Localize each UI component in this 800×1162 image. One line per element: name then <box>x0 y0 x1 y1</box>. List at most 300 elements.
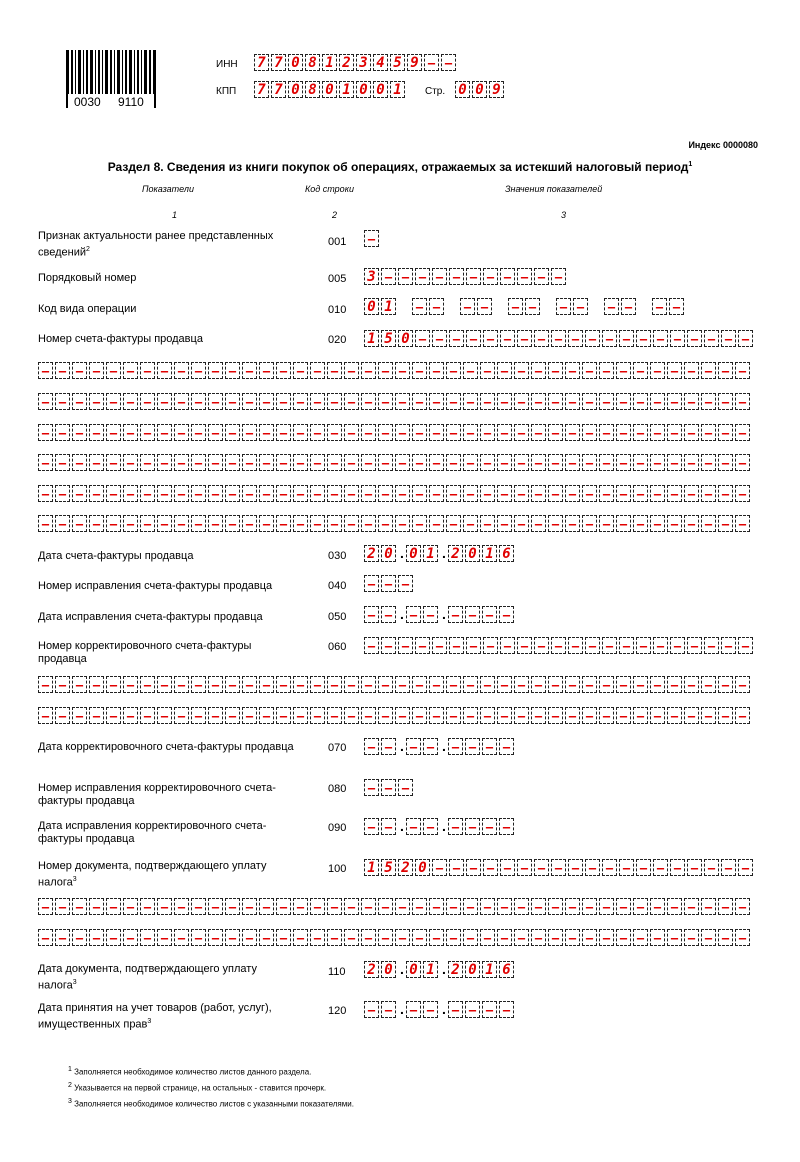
char-cell: – <box>599 515 614 532</box>
char-cell: – <box>525 298 540 315</box>
row-060-continuation-1[interactable] <box>38 676 752 693</box>
char-cell: – <box>616 515 631 532</box>
char-cell: – <box>72 676 87 693</box>
char-cell: – <box>412 929 427 946</box>
char-cell: – <box>174 929 189 946</box>
row-110-label: Дата документа, подтверждающего уплату налога$^3$ <box>38 963 257 992</box>
char-cell: – <box>381 779 396 796</box>
char-cell: – <box>208 676 223 693</box>
char-cell: – <box>327 454 342 471</box>
char-cell: – <box>565 707 580 724</box>
row-100-field[interactable] <box>364 859 755 876</box>
char-cell: – <box>497 454 512 471</box>
char-cell: – <box>381 1001 396 1018</box>
char-cell: – <box>463 485 478 502</box>
row-020-continuation-2[interactable] <box>38 393 752 410</box>
char-cell: – <box>738 859 753 876</box>
row-100-continuation-1[interactable] <box>38 898 752 915</box>
char-cell: – <box>55 929 70 946</box>
footnote-3: $^3$ Заполняется необходимое количество листов с указанными показателями. <box>68 1098 354 1109</box>
char-cell: – <box>225 676 240 693</box>
char-cell: – <box>514 515 529 532</box>
char-cell: – <box>650 485 665 502</box>
char-cell: – <box>718 454 733 471</box>
char-cell: – <box>687 637 702 654</box>
char-cell: – <box>446 707 461 724</box>
char-cell: – <box>174 454 189 471</box>
operation-code-group-1[interactable] <box>364 298 398 315</box>
char-cell: – <box>106 393 121 410</box>
char-cell: – <box>395 707 410 724</box>
char-cell: – <box>636 859 651 876</box>
char-cell: – <box>72 424 87 441</box>
date-month[interactable] <box>406 961 440 978</box>
char-cell: – <box>123 515 138 532</box>
char-cell: – <box>140 515 155 532</box>
char-cell: 7 <box>254 54 269 71</box>
char-cell: – <box>616 424 631 441</box>
char-cell: – <box>361 898 376 915</box>
char-cell: – <box>412 362 427 379</box>
row-090-label: Дата исправления корректировочного счета-фактуры продавца <box>38 820 267 845</box>
char-cell: – <box>106 929 121 946</box>
char-cell: 0 <box>398 330 413 347</box>
date-month[interactable] <box>406 738 440 755</box>
char-cell: – <box>449 637 464 654</box>
char-cell: – <box>531 515 546 532</box>
date-year[interactable] <box>448 545 516 562</box>
char-cell: – <box>429 298 444 315</box>
char-cell: – <box>344 676 359 693</box>
row-060-label: Номер корректировочного счета-фактуры продавца <box>38 640 252 665</box>
char-cell: – <box>517 859 532 876</box>
char-cell: – <box>259 898 274 915</box>
char-cell: – <box>259 485 274 502</box>
char-cell: 1 <box>364 859 379 876</box>
char-cell: – <box>650 424 665 441</box>
char-cell: 6 <box>499 961 514 978</box>
date-day[interactable] <box>364 818 398 835</box>
row-080-field[interactable] <box>364 779 415 796</box>
char-cell: 0 <box>373 81 388 98</box>
char-cell: – <box>55 707 70 724</box>
char-cell: – <box>670 637 685 654</box>
char-cell: – <box>653 330 668 347</box>
char-cell: – <box>208 424 223 441</box>
char-cell: – <box>735 676 750 693</box>
date-month[interactable] <box>406 818 440 835</box>
char-cell: – <box>621 298 636 315</box>
row-020-continuation-5[interactable] <box>38 485 752 502</box>
char-cell: – <box>242 707 257 724</box>
char-cell: – <box>55 898 70 915</box>
char-cell: – <box>395 898 410 915</box>
barcode-number-right: 9110 <box>118 95 144 109</box>
char-cell: – <box>412 424 427 441</box>
char-cell: 0 <box>406 961 421 978</box>
char-cell: – <box>412 515 427 532</box>
row-020-continuation-1[interactable] <box>38 362 752 379</box>
char-cell: – <box>157 707 172 724</box>
row-070-field[interactable]: – – . – – . – – – – <box>364 738 516 755</box>
char-cell: – <box>497 707 512 724</box>
char-cell: – <box>378 676 393 693</box>
row-020-continuation-3[interactable] <box>38 424 752 441</box>
char-cell: – <box>718 393 733 410</box>
row-001-code: 001 <box>328 236 347 248</box>
char-cell: – <box>293 676 308 693</box>
row-050-field[interactable]: – – . – – . – – – – <box>364 606 516 623</box>
char-cell: 0 <box>381 545 396 562</box>
char-cell: – <box>208 515 223 532</box>
char-cell: – <box>293 515 308 532</box>
char-cell: – <box>89 393 104 410</box>
char-cell: – <box>208 485 223 502</box>
char-cell: – <box>684 485 699 502</box>
char-cell: – <box>89 929 104 946</box>
barcode-number-left: 0030 <box>74 95 101 109</box>
row-050-label: Дата исправления счета-фактуры продавца <box>38 611 263 623</box>
char-cell: 1 <box>364 330 379 347</box>
char-cell: – <box>191 929 206 946</box>
char-cell: – <box>423 818 438 835</box>
char-cell: – <box>514 898 529 915</box>
char-cell: – <box>701 485 716 502</box>
char-cell: – <box>174 485 189 502</box>
char-cell: – <box>72 898 87 915</box>
kpp-field <box>254 81 407 98</box>
row-005-label: Порядковый номер <box>38 272 137 284</box>
char-cell: – <box>361 424 376 441</box>
row-040-field[interactable] <box>364 575 415 592</box>
char-cell: – <box>276 898 291 915</box>
row-100-continuation-2[interactable] <box>38 929 752 946</box>
date-day[interactable] <box>364 961 398 978</box>
row-080-code: 080 <box>328 783 347 795</box>
char-cell: – <box>582 393 597 410</box>
char-cell: – <box>565 424 580 441</box>
char-cell: – <box>548 424 563 441</box>
char-cell: – <box>157 362 172 379</box>
char-cell: – <box>276 929 291 946</box>
row-080-label: Номер исправления корректировочного счета-фактуры продавца <box>38 782 276 807</box>
char-cell: – <box>429 898 444 915</box>
char-cell: – <box>684 362 699 379</box>
operation-code-group-5[interactable] <box>556 298 590 315</box>
char-cell: – <box>650 454 665 471</box>
date-month[interactable] <box>406 1001 440 1018</box>
char-cell: 7 <box>254 81 269 98</box>
char-cell: – <box>670 859 685 876</box>
char-cell: – <box>548 898 563 915</box>
char-cell: – <box>242 485 257 502</box>
date-day[interactable] <box>364 1001 398 1018</box>
char-cell: – <box>381 575 396 592</box>
char-cell: – <box>548 929 563 946</box>
char-cell: – <box>327 515 342 532</box>
char-cell: – <box>106 898 121 915</box>
char-cell: – <box>650 898 665 915</box>
row-001-field[interactable] <box>364 230 381 247</box>
char-cell: – <box>106 676 121 693</box>
char-cell: – <box>446 454 461 471</box>
char-cell: – <box>633 676 648 693</box>
char-cell: – <box>55 515 70 532</box>
char-cell: – <box>585 330 600 347</box>
date-month[interactable] <box>406 545 440 562</box>
char-cell: – <box>395 929 410 946</box>
char-cell: – <box>191 676 206 693</box>
char-cell: – <box>225 485 240 502</box>
char-cell: – <box>225 393 240 410</box>
column-header-values: Значения показателей <box>505 184 603 194</box>
row-050-code: 050 <box>328 611 347 623</box>
char-cell: – <box>310 707 325 724</box>
char-cell: – <box>616 454 631 471</box>
operation-code-group-7[interactable] <box>652 298 686 315</box>
char-cell: – <box>293 929 308 946</box>
char-cell: – <box>701 707 716 724</box>
row-020-continuation-4[interactable] <box>38 454 752 471</box>
char-cell: – <box>534 637 549 654</box>
char-cell: – <box>38 485 53 502</box>
char-cell: – <box>364 738 379 755</box>
char-cell: 7 <box>271 54 286 71</box>
row-120-field[interactable]: – – . – – . – – – – <box>364 1001 516 1018</box>
char-cell: – <box>424 54 439 71</box>
row-030-label: Дата счета-фактуры продавца <box>38 550 194 562</box>
char-cell: 0 <box>465 545 480 562</box>
char-cell: – <box>548 362 563 379</box>
row-110-field[interactable]: 2 0 . 0 1 . 2 0 1 6 <box>364 961 516 978</box>
row-030-field[interactable]: 2 0 . 0 1 . 2 0 1 6 <box>364 545 516 562</box>
row-110-code: 110 <box>328 966 346 978</box>
char-cell: – <box>551 637 566 654</box>
char-cell: – <box>531 393 546 410</box>
char-cell: – <box>531 929 546 946</box>
char-cell: – <box>449 268 464 285</box>
char-cell: – <box>687 859 702 876</box>
date-year[interactable] <box>448 606 516 623</box>
char-cell: – <box>55 454 70 471</box>
char-cell: – <box>602 330 617 347</box>
char-cell: – <box>140 676 155 693</box>
char-cell: – <box>242 362 257 379</box>
operation-code-group-4[interactable] <box>508 298 542 315</box>
char-cell: – <box>344 424 359 441</box>
char-cell: – <box>140 485 155 502</box>
char-cell: – <box>534 330 549 347</box>
row-010-field[interactable] <box>364 298 692 315</box>
char-cell: – <box>718 898 733 915</box>
char-cell: – <box>548 485 563 502</box>
char-cell: – <box>344 485 359 502</box>
char-cell: – <box>140 454 155 471</box>
char-cell: 0 <box>455 81 470 98</box>
char-cell: – <box>415 330 430 347</box>
char-cell: – <box>398 268 413 285</box>
char-cell: – <box>633 362 648 379</box>
char-cell: – <box>480 707 495 724</box>
char-cell: – <box>534 859 549 876</box>
char-cell: 6 <box>499 545 514 562</box>
char-cell: – <box>497 362 512 379</box>
char-cell: – <box>667 515 682 532</box>
row-060-field[interactable] <box>364 637 755 654</box>
char-cell: – <box>582 929 597 946</box>
operation-code-group-2[interactable] <box>412 298 446 315</box>
char-cell: – <box>429 676 444 693</box>
char-cell: – <box>463 362 478 379</box>
char-cell: – <box>500 859 515 876</box>
char-cell: – <box>378 929 393 946</box>
char-cell: – <box>568 859 583 876</box>
char-cell: – <box>704 637 719 654</box>
char-cell: – <box>616 707 631 724</box>
char-cell: – <box>619 330 634 347</box>
row-010-label: Код вида операции <box>38 303 137 315</box>
char-cell: – <box>497 424 512 441</box>
char-cell: – <box>735 424 750 441</box>
char-cell: – <box>327 485 342 502</box>
char-cell: – <box>568 637 583 654</box>
char-cell: – <box>381 637 396 654</box>
char-cell: – <box>123 676 138 693</box>
row-090-field[interactable]: – – . – – . – – – – <box>364 818 516 835</box>
char-cell: – <box>483 330 498 347</box>
row-100-code: 100 <box>328 863 347 875</box>
operation-code-group-3[interactable] <box>460 298 494 315</box>
char-cell: – <box>446 424 461 441</box>
char-cell: – <box>106 362 121 379</box>
char-cell: – <box>701 454 716 471</box>
char-cell: – <box>465 1001 480 1018</box>
char-cell: – <box>157 515 172 532</box>
page-number-field <box>455 81 506 98</box>
char-cell: – <box>361 515 376 532</box>
char-cell: – <box>669 298 684 315</box>
char-cell: – <box>89 485 104 502</box>
date-year[interactable] <box>448 818 516 835</box>
char-cell: – <box>514 362 529 379</box>
char-cell: – <box>514 424 529 441</box>
char-cell: – <box>310 454 325 471</box>
char-cell: 2 <box>398 859 413 876</box>
operation-code-group-6[interactable] <box>604 298 638 315</box>
char-cell: 0 <box>356 81 371 98</box>
char-cell: – <box>517 637 532 654</box>
char-cell: – <box>565 362 580 379</box>
char-cell: – <box>157 424 172 441</box>
char-cell: – <box>466 859 481 876</box>
char-cell: 1 <box>423 545 438 562</box>
date-day[interactable] <box>364 545 398 562</box>
date-year[interactable] <box>448 961 516 978</box>
char-cell: – <box>718 362 733 379</box>
char-cell: – <box>327 362 342 379</box>
date-year[interactable] <box>448 1001 516 1018</box>
char-cell: – <box>38 393 53 410</box>
char-cell: – <box>429 393 444 410</box>
char-cell: – <box>449 330 464 347</box>
date-month[interactable] <box>406 606 440 623</box>
char-cell: 1 <box>322 54 337 71</box>
char-cell: – <box>582 676 597 693</box>
char-cell: – <box>466 268 481 285</box>
char-cell: – <box>718 929 733 946</box>
char-cell: 0 <box>465 961 480 978</box>
char-cell: – <box>599 898 614 915</box>
char-cell: – <box>551 330 566 347</box>
char-cell: – <box>432 859 447 876</box>
char-cell: – <box>38 929 53 946</box>
char-cell: – <box>448 738 463 755</box>
char-cell: – <box>500 330 515 347</box>
char-cell: 4 <box>373 54 388 71</box>
char-cell: – <box>735 929 750 946</box>
char-cell: – <box>310 424 325 441</box>
char-cell: – <box>497 485 512 502</box>
char-cell: – <box>619 859 634 876</box>
row-005-field[interactable] <box>364 268 568 285</box>
date-day[interactable] <box>364 606 398 623</box>
char-cell: – <box>106 707 121 724</box>
char-cell: – <box>364 779 379 796</box>
char-cell: – <box>718 707 733 724</box>
char-cell: – <box>599 707 614 724</box>
char-cell: – <box>701 929 716 946</box>
char-cell: – <box>701 393 716 410</box>
char-cell: – <box>616 393 631 410</box>
char-cell: 5 <box>381 330 396 347</box>
char-cell: – <box>140 424 155 441</box>
char-cell: – <box>157 676 172 693</box>
char-cell: – <box>72 707 87 724</box>
char-cell: – <box>573 298 588 315</box>
column-number-2: 2 <box>332 210 338 220</box>
char-cell: – <box>72 393 87 410</box>
char-cell: – <box>412 485 427 502</box>
char-cell: – <box>718 485 733 502</box>
char-cell: – <box>38 707 53 724</box>
char-cell: – <box>395 393 410 410</box>
char-cell: – <box>582 424 597 441</box>
char-cell: – <box>242 393 257 410</box>
date-day[interactable] <box>364 738 398 755</box>
char-cell: – <box>599 454 614 471</box>
char-cell: – <box>344 707 359 724</box>
row-020-field[interactable] <box>364 330 755 347</box>
char-cell: – <box>123 454 138 471</box>
char-cell: – <box>174 898 189 915</box>
char-cell: – <box>667 707 682 724</box>
char-cell: – <box>276 676 291 693</box>
row-060-continuation-2[interactable] <box>38 707 752 724</box>
char-cell: 2 <box>448 961 463 978</box>
char-cell: – <box>482 1001 497 1018</box>
char-cell: – <box>406 1001 421 1018</box>
char-cell: – <box>667 485 682 502</box>
char-cell: – <box>310 929 325 946</box>
char-cell: – <box>395 424 410 441</box>
char-cell: – <box>670 330 685 347</box>
row-020-continuation-6[interactable] <box>38 515 752 532</box>
char-cell: – <box>395 362 410 379</box>
char-cell: – <box>684 393 699 410</box>
char-cell: – <box>446 393 461 410</box>
char-cell: – <box>208 929 223 946</box>
date-year[interactable] <box>448 738 516 755</box>
